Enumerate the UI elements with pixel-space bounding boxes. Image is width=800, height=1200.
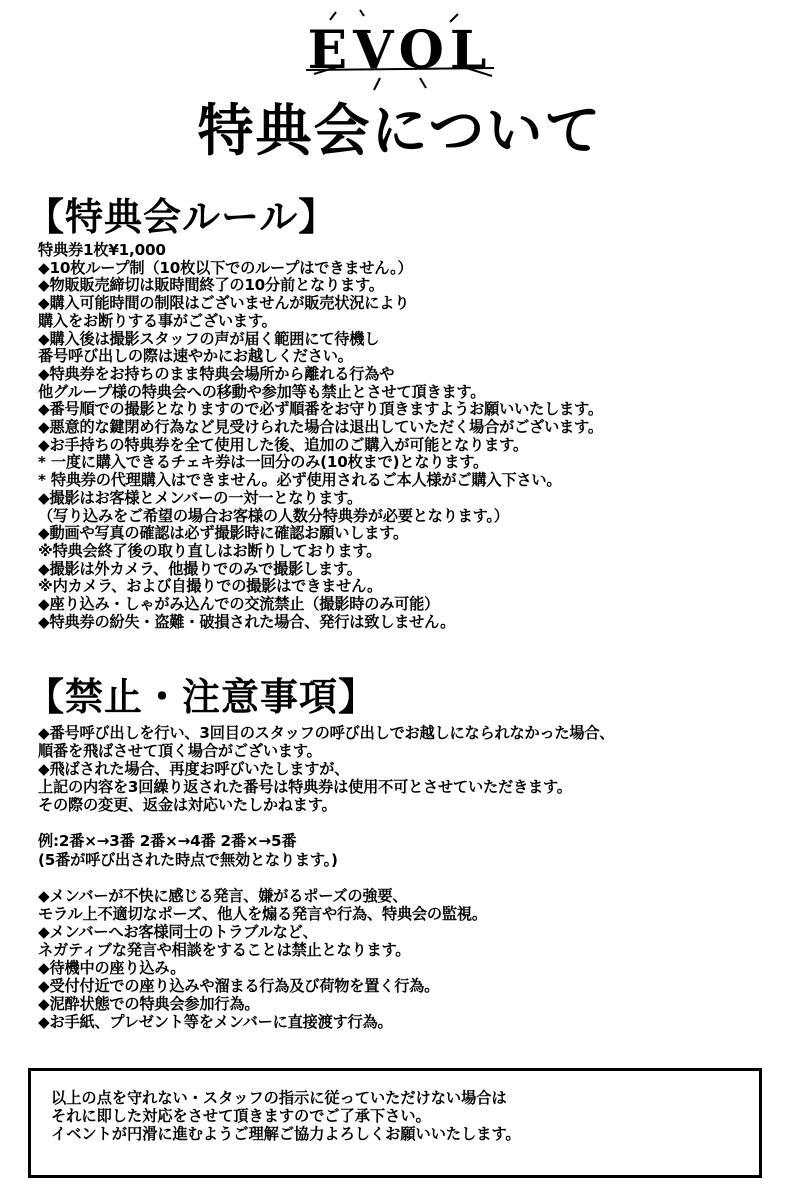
- rule-line: ◆座り込み・しゃがみ込んでの交流禁止（撮影時のみ可能）: [38, 595, 440, 614]
- prohibited-line: ◆受付付近での座り込みや溜まる行為及び荷物を置く行為。: [38, 977, 440, 996]
- rule-line: ◆特典券の紛失・盗難・破損された場合、発行は致しません。: [38, 612, 456, 631]
- notice-line: それに即した対応をさせて頂きますのでご了承下さい。: [51, 1107, 431, 1125]
- rule-line: ※特典会終了後の取り直しはお断りしております。: [38, 541, 382, 560]
- prohibited-list: [38, 724, 614, 1031]
- prohibited-line: ◆メンバーへお客様同士のトラブルなど、: [38, 922, 318, 941]
- rule-line: ◆特典券をお持ちのまま特典会場所から離れる行為や: [38, 364, 395, 383]
- rule-line: ◆悪意的な鍵閉め行為など見受けられた場合は退出していただく場合がございます。: [38, 418, 603, 437]
- rule-line: 特典券1枚¥1,000: [38, 241, 166, 259]
- page-title: 特典会について: [197, 99, 603, 164]
- prohibited-line: ◆飛ばされた場合、再度お呼びいたしますが、: [38, 760, 350, 779]
- rule-line: ◆動画や写真の確認は必ず撮影時に確認お願いします。: [38, 524, 408, 543]
- prohibited-line: ネガティブな発言や相談をすることは禁止となります。: [38, 940, 411, 959]
- rule-line: * 特典券の代理購入はできません。必ず使用されるご本人様がご購入下さい。: [38, 471, 562, 490]
- prohibited-line: 上記の内容を3回繰り返された番号は特典券は使用不可とさせていただきます。: [38, 778, 572, 797]
- notice-line: イベントが円滑に進むようご理解ご協力よろしくお願いいたします。: [51, 1125, 521, 1143]
- logo-text: EVOL: [307, 20, 493, 81]
- prohibited-line: ◆番号呼び出しを行い、3回目のスタッフの呼び出しでお越しになられなかった場合、: [38, 724, 615, 742]
- rule-line: ◆お手持ちの特典券を全て使用した後、追加のご購入が可能となります。: [38, 435, 528, 454]
- rule-line: 他グループ様の特典会への移動や参加等も禁止とさせて頂きます。: [38, 382, 486, 401]
- rule-line: * 一度に購入できるチェキ券は一回分のみ(10枚まで)となります。: [38, 453, 489, 472]
- prohibited-line: (5番が呼び出された時点で無効となります。): [38, 850, 338, 869]
- prohibited-line: [38, 814, 614, 832]
- rule-line: ◆物販販売締切は販時間終了の10分前となります。: [38, 276, 384, 295]
- prohibited-line: 順番を飛ばさせて頂く場合がございます。: [38, 742, 322, 761]
- rule-line: ※内カメラ、および自撮りでの撮影はできません。: [38, 577, 382, 596]
- rules-heading: 【特典会ルール】: [26, 195, 338, 239]
- evol-logo-mark: [300, 8, 500, 94]
- prohibited-line: その際の変更、返金は対応いたしかねます。: [38, 796, 337, 815]
- prohibited-line: ◆泥酔状態での特典会参加行為。: [38, 995, 260, 1014]
- rule-line: ◆10枚ループ制（10枚以下でのループはできません。）: [38, 258, 413, 277]
- prohibited-line: 例:2番×→3番 2番×→4番 2番×→5番: [38, 832, 297, 851]
- rule-line: ◆番号順での撮影となりますので必ず順番をお守り頂きますようお願いいたします。: [38, 400, 603, 419]
- prohibited-line: モラル上不適切なポーズ、他人を煽る発言や行為、特典会の監視。: [38, 904, 487, 923]
- rule-line: ◆購入可能時間の制限はございませんが販売状況により: [38, 294, 410, 313]
- rule-line: ◆撮影はお客様とメンバーの一対一となります。: [38, 488, 362, 507]
- evol-logo: [300, 8, 500, 94]
- notice-line: 以上の点を守れない・スタッフの指示に従っていただけない場合は: [51, 1089, 507, 1107]
- rule-line: （写り込みをご希望の場合お客様の人数分特典券が必要となります。）: [38, 506, 509, 525]
- rule-line: ◆購入後は撮影スタッフの声が届く範囲にて待機し: [38, 329, 380, 348]
- notice-list: [31, 1071, 759, 1143]
- notice-box: [28, 1068, 762, 1178]
- rules-list: [38, 242, 603, 631]
- prohibited-heading: 【禁止・注意事項】: [26, 675, 378, 719]
- prohibited-line: ◆メンバーが不快に感じる発言、嫌がるポーズの強要、: [38, 886, 408, 905]
- prohibited-line: ◆お手紙、プレゼント等をメンバーに直接渡す行為。: [38, 1013, 393, 1032]
- prohibited-line: ◆待機中の座り込み。: [38, 959, 186, 978]
- rule-line: ◆撮影は外カメラ、他撮りでのみで撮影します。: [38, 559, 362, 578]
- prohibited-line: [38, 869, 614, 887]
- rule-line: 番号呼び出しの際は速やかにお越しください。: [38, 347, 353, 366]
- rule-line: 購入をお断りする事がございます。: [38, 311, 277, 330]
